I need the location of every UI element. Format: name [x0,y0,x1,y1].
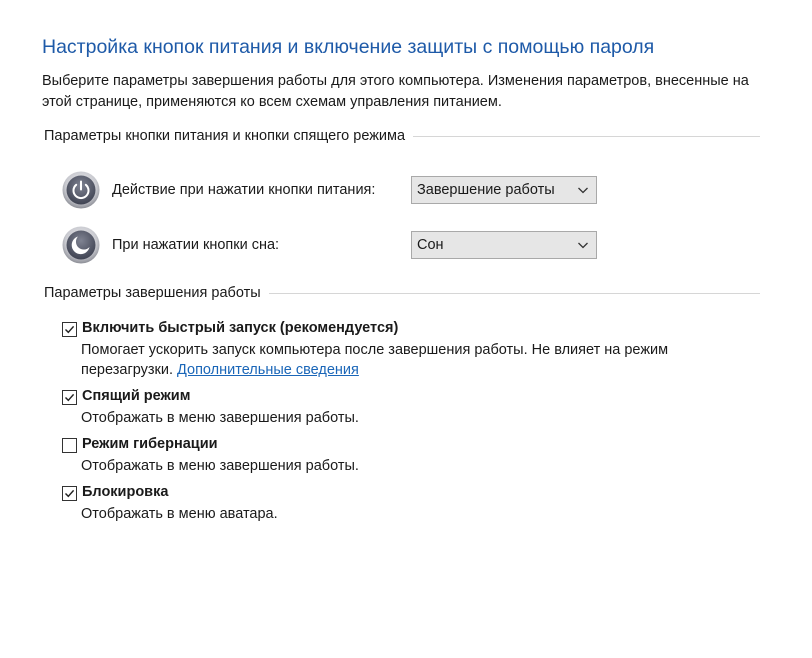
fast-startup-description-text: Помогает ускорить запуск компьютера после завершения работы. Не влияет на режим перезагрузки. [81,342,669,378]
power-buttons-section-title: Параметры кнопки питания и кнопки спящего режима [44,128,406,144]
hibernate-option [62,437,762,477]
fast-startup-description [81,340,721,380]
hibernate-description: Отображать в меню завершения работы. [81,458,359,474]
chevron-down-icon [577,240,589,250]
fast-startup-option [62,321,762,381]
shutdown-section-title: Параметры завершения работы [44,285,261,301]
lock-option [62,485,762,525]
sleep-checkbox[interactable] [62,390,77,405]
sleep-label[interactable]: Спящий режим [82,388,191,404]
sleep-option [62,389,762,429]
lock-checkbox[interactable] [62,486,77,501]
section-divider [269,293,760,294]
lock-description: Отображать в меню аватара. [81,506,278,522]
sleep-icon [62,226,100,264]
hibernate-checkbox[interactable] [62,438,77,453]
sleep-description: Отображать в меню завершения работы. [81,410,359,426]
section-divider [413,136,760,137]
checkmark-icon [64,324,75,335]
page-title: Настройка кнопок питания и включение защиты с помощью пароля [42,36,655,58]
power-icon [62,171,100,209]
power-button-action-dropdown[interactable] [411,176,597,204]
sleep-button-action-dropdown[interactable] [411,231,597,259]
hibernate-label[interactable]: Режим гибернации [82,436,218,452]
page-description: Выберите параметры завершения работы для этого компьютера. Изменения параметров, внесенные на этой странице, применяются ко всем схемам управления питанием. [42,73,749,110]
checkmark-icon [64,392,75,403]
lock-label[interactable]: Блокировка [82,484,169,500]
more-info-link[interactable]: Дополнительные сведения [177,362,359,378]
sleep-button-row [62,225,602,265]
power-button-row [62,170,602,210]
chevron-down-icon [577,185,589,195]
checkmark-icon [64,488,75,499]
power-button-label: Действие при нажатии кнопки питания: [112,182,376,198]
power-buttons-section-header [44,128,760,144]
shutdown-section-header [44,285,760,301]
fast-startup-checkbox[interactable] [62,322,77,337]
sleep-button-label: При нажатии кнопки сна: [112,237,280,253]
sleep-button-action-value: Сон [417,237,444,253]
power-button-action-value: Завершение работы [417,182,555,198]
fast-startup-label[interactable]: Включить быстрый запуск (рекомендуется) [82,320,399,336]
